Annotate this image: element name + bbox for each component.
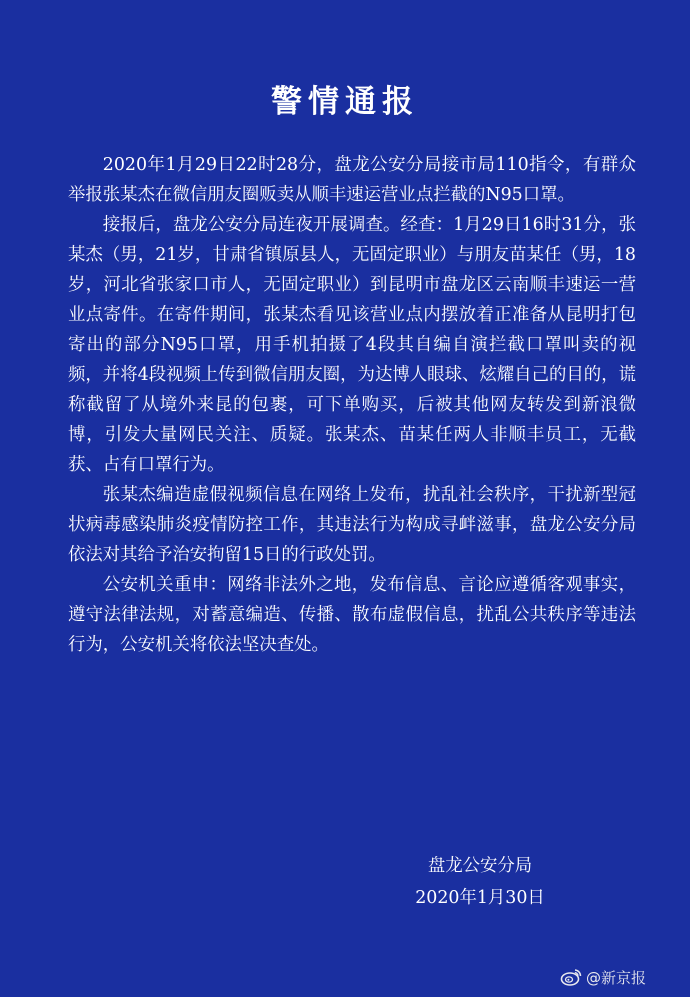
- watermark-text: @新京报: [586, 968, 647, 987]
- notice-title: 警情通报: [271, 84, 419, 120]
- weibo-icon: [560, 967, 582, 987]
- paragraph-reiteration: 公安机关重申：网络非法外之地，发布信息、言论应遵循客观事实，遵守法律法规，对蓄意编造、传播、散布虚假信息，扰乱公共秩序等违法行为，公安机关将依法坚决查处。: [68, 575, 636, 655]
- signature-org: 盘龙公安分局: [427, 856, 533, 876]
- paragraph-penalty: 张某杰编造虚假视频信息在网络上发布，扰乱社会秩序，干扰新型冠状病毒感染肺炎疫情防控工作，其违法行为构成寻衅滋事，盘龙公安分局依法对其给予治安拘留15日的行政处罚。: [68, 485, 636, 565]
- paragraph-report: 2020年1月29日22时28分，盘龙公安分局接市局110指令，有群众举报张某杰在微信朋友圈贩卖从顺丰速运营业点拦截的N95口罩。: [68, 155, 636, 205]
- notice-body: [68, 150, 636, 660]
- signature-date: 2020年1月30日: [415, 888, 545, 908]
- paragraph-investigation: 接报后，盘龙公安分局连夜开展调查。经查：1月29日16时31分，张某杰（男，21岁，甘肃省镇原县人，无固定职业）与朋友苗某任（男，18岁，河北省张家口市人，无固定职业）到昆明市盘龙区云南顺丰速运一营业点寄件。在寄件期间，张某杰看见该营业点内摆放着正准备从昆明打包寄出的部分N95口罩，用手机拍摄了4段其自编自演拦截口罩叫卖的视频，并将4段视频上传到微信朋友圈，为达博人眼球、炫耀自己的目的，谎称截留了从境外来昆的包裹，可下单购买，后被其他网友转发到新浪微博，引发大量网民关注、质疑。张某杰、苗某任两人非顺丰员工，无截获、占有口罩行为。: [68, 215, 636, 475]
- watermark: [560, 964, 684, 990]
